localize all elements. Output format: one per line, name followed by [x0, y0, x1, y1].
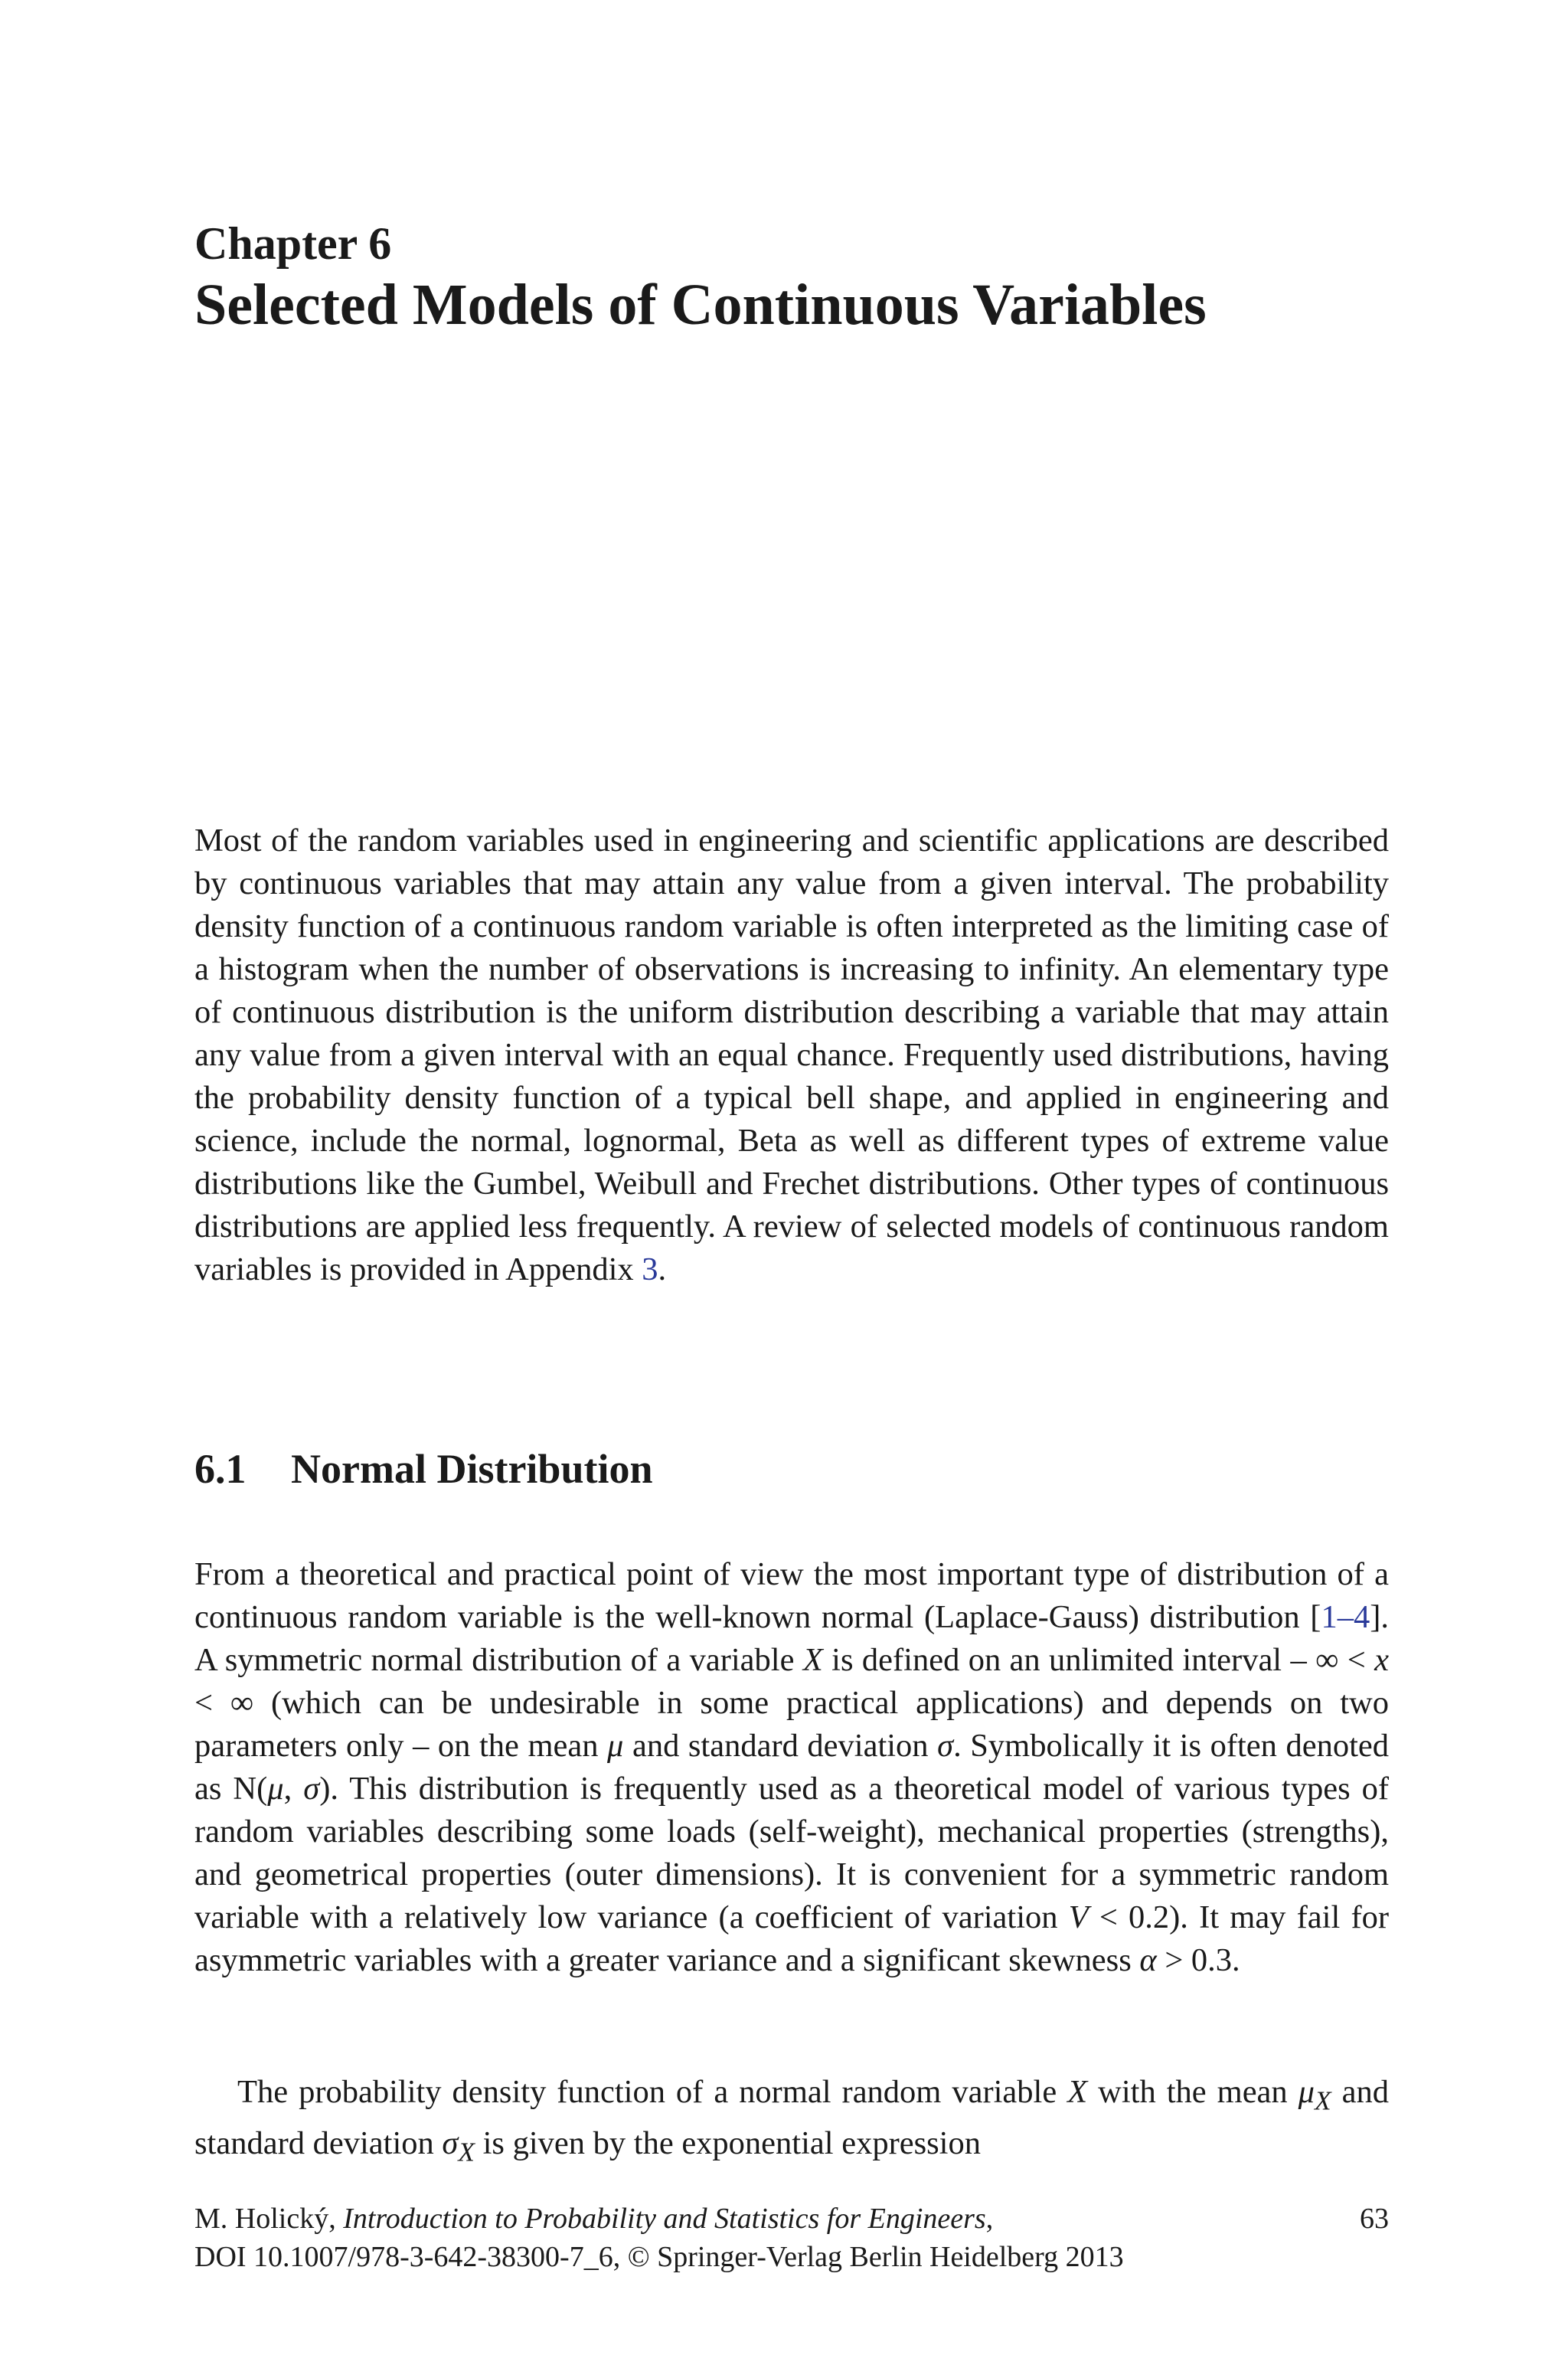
p1-text-8: ). This distribution is frequently used as a theoretical model of various types of random variables describing some loads (self-weight), mechanical properties (strengths), and geometrical properties (outer dimensions). It is convenient for a symmetric random variable with a relatively low variance (a coefficient of variation	[194, 1771, 1390, 1935]
math-mu: μ	[267, 1771, 284, 1807]
math-var-x: X	[1067, 2074, 1088, 2110]
p2-text-3: and standard deviation	[194, 2074, 1390, 2161]
math-mu-x: μ	[1298, 2074, 1315, 2110]
p1-text-2: ]. A symmetric normal distribution of a variable	[194, 1599, 1389, 1678]
footer-citation-line	[194, 2200, 1389, 2238]
p1-text-3: is defined on an unlimited interval – ∞ <	[822, 1642, 1375, 1678]
p1-text-7: ,	[283, 1771, 304, 1807]
appendix-link[interactable]: 3	[642, 1251, 658, 1287]
abstract-end: .	[658, 1251, 667, 1287]
math-sigma: σ	[303, 1771, 320, 1807]
reference-link[interactable]: 1–4	[1321, 1599, 1370, 1635]
footer-book-title: Introduction to Probability and Statistics for Engineers	[343, 2203, 986, 2235]
math-var-x: X	[802, 1642, 823, 1678]
chapter-abstract	[194, 819, 1389, 1291]
section-heading	[194, 1444, 653, 1493]
section-title: Normal Distribution	[291, 1446, 653, 1492]
p1-text-1: From a theoretical and practical point of view the most important type of distribution of a continuous random variable is the well-known normal (Laplace-Gauss) distribution [	[194, 1556, 1389, 1635]
chapter-label: Chapter 6	[194, 218, 392, 269]
math-mu: μ	[607, 1728, 624, 1764]
math-alpha: α	[1139, 1942, 1157, 1978]
page-footer	[194, 2200, 1389, 2276]
p1-text-9: < 0.2). It may fail for asymmetric variables with a greater variance and a significant skewness	[194, 1899, 1389, 1978]
math-sigma-x: σ	[442, 2124, 459, 2161]
math-subscript-x: X	[458, 2136, 475, 2167]
chapter-title: Selected Models of Continuous Variables	[194, 273, 1207, 337]
page-number: 63	[1360, 2203, 1389, 2235]
p1-text-6: . Symbolically it is often denoted as N(	[194, 1728, 1389, 1807]
paragraph-normal-intro	[194, 1553, 1389, 1982]
p2-text-1: The probability density function of a normal random variable	[237, 2074, 1068, 2110]
paragraph-pdf-intro	[194, 2071, 1389, 2173]
footer-doi[interactable]: DOI 10.1007/978-3-642-38300-7_6, © Springer-Verlag Berlin Heidelberg 2013	[194, 2241, 1124, 2273]
math-sigma: σ	[937, 1728, 954, 1764]
p2-text-2: with the mean	[1087, 2074, 1298, 2110]
p1-text-4: < ∞ (which can be undesirable in some practical applications) and depends on two parameters only – on the mean	[194, 1685, 1389, 1764]
p2-text-4: is given by the exponential expression	[475, 2124, 981, 2161]
math-subscript-x: X	[1315, 2085, 1331, 2116]
footer-comma: ,	[985, 2203, 994, 2235]
footer-author: M. Holický,	[194, 2203, 344, 2235]
abstract-text: Most of the random variables used in engineering and scientific applications are described by continuous variables that may attain any value from a given interval. The probability density function of a continuous random variable is often interpreted as the limiting case of a histogram when the number of observations is increasing to infinity. An elementary type of continuous distribution is the uniform distribution describing a variable that may attain any value from a given interval with an equal chance. Frequently used distributions, having the probability density function of a typical bell shape, and applied in engineering and science, include the normal, lognormal, Beta as well as different types of extreme value distributions like the Gumbel, Weibull and Frechet distributions. Other types of continuous distributions are applied less frequently. A review of selected models of continuous random variables is provided in Appendix	[194, 823, 1389, 1287]
math-var-lower-x: x	[1374, 1642, 1389, 1678]
section-number: 6.1	[194, 1446, 247, 1492]
p1-text-10: > 0.3.	[1156, 1942, 1240, 1978]
math-var-v: V	[1068, 1899, 1089, 1935]
p1-text-5: and standard deviation	[623, 1728, 938, 1764]
